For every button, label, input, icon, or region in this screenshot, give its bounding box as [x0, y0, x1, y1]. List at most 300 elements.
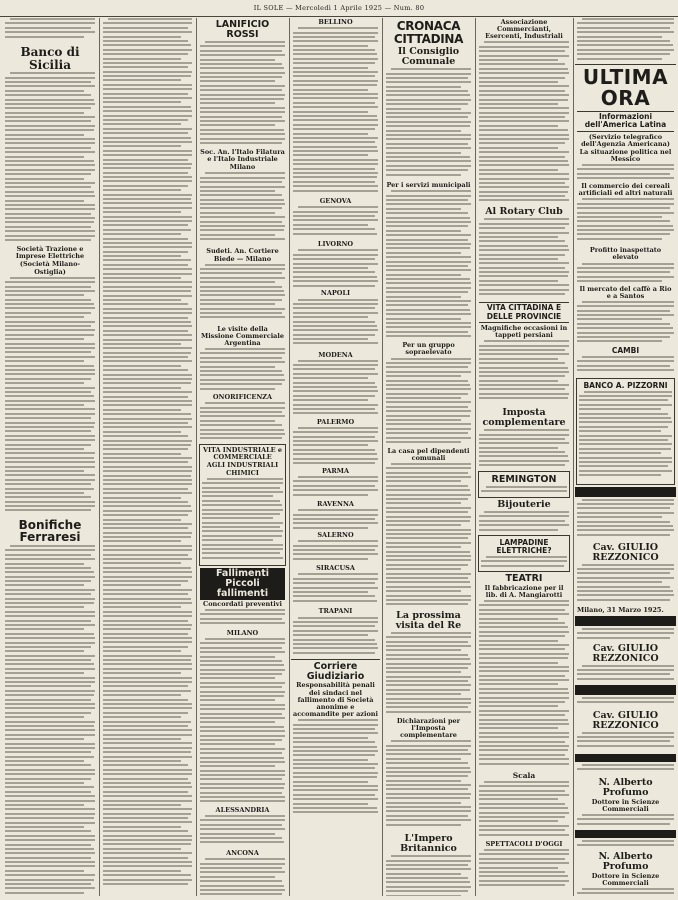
text-line — [577, 525, 673, 527]
text-line — [103, 396, 188, 398]
text-line — [386, 156, 470, 158]
text-line — [479, 798, 558, 800]
text-line — [582, 198, 674, 200]
text-line — [386, 860, 471, 862]
text-line — [5, 182, 95, 184]
body-text — [200, 402, 285, 442]
text-line — [200, 796, 285, 798]
text-line — [386, 595, 471, 597]
text-line — [103, 580, 188, 582]
text-line — [579, 395, 672, 397]
text-line — [205, 638, 285, 640]
body-text — [386, 740, 471, 832]
text-line — [200, 885, 284, 887]
text-line — [582, 665, 674, 667]
notice-title: Dottore in Scienze Commerciali — [591, 797, 660, 813]
text-line — [200, 388, 275, 390]
text-line — [200, 699, 275, 701]
text-line — [5, 707, 95, 709]
text-line — [200, 682, 285, 684]
text-line — [386, 498, 468, 500]
text-line — [479, 85, 569, 87]
text-line — [103, 510, 192, 512]
text-line — [293, 364, 378, 366]
text-line — [205, 264, 285, 266]
headline: Profitto inaspettato elevato — [589, 246, 662, 262]
text-line — [200, 833, 275, 835]
text-line — [293, 811, 378, 813]
article — [575, 67, 676, 376]
text-line — [200, 424, 282, 426]
article — [291, 19, 380, 657]
text-line — [386, 73, 471, 75]
text-line — [5, 672, 84, 674]
text-line — [103, 615, 192, 617]
text-line — [386, 261, 471, 263]
text-line — [293, 643, 377, 645]
headline: Magnifiche occasioni in tappeti persiani — [480, 323, 568, 340]
text-line — [103, 374, 192, 376]
text-line — [386, 864, 468, 866]
headline: Dichiarazioni per l'Imposta complementare — [396, 716, 461, 740]
text-line — [479, 275, 568, 277]
text-line — [391, 740, 471, 742]
text-line — [386, 877, 468, 879]
text-line — [293, 84, 377, 86]
body-text — [479, 511, 569, 533]
body-text — [200, 609, 285, 629]
text-line — [200, 743, 275, 745]
body-text — [577, 164, 674, 182]
text-line — [5, 387, 95, 389]
column-rule — [475, 18, 476, 896]
text-line — [5, 365, 94, 367]
text-line — [293, 154, 368, 156]
text-line — [5, 685, 91, 687]
text-line — [386, 287, 471, 289]
text-line — [479, 77, 565, 79]
text-line — [205, 858, 285, 860]
text-line — [103, 786, 192, 788]
text-line — [293, 181, 375, 183]
headline: L'Impero Britannico — [400, 833, 457, 855]
text-line — [5, 391, 91, 393]
article — [575, 18, 676, 62]
text-line — [293, 124, 378, 126]
section-title: ULTIMA ORA — [582, 65, 669, 110]
text-line — [293, 67, 368, 69]
text-line — [386, 824, 461, 826]
text-line — [577, 318, 662, 320]
text-line — [577, 577, 674, 579]
text-line — [486, 486, 567, 488]
text-line — [479, 81, 558, 83]
text-line — [386, 138, 471, 140]
text-line — [479, 173, 569, 175]
text-line — [293, 558, 368, 560]
text-line — [579, 474, 661, 476]
text-line — [386, 256, 471, 258]
text-line — [103, 857, 188, 859]
text-line — [293, 377, 368, 379]
text-line — [293, 115, 377, 117]
text-line — [293, 146, 377, 148]
text-line — [293, 485, 375, 487]
text-line — [205, 402, 285, 404]
text-line — [582, 164, 674, 166]
text-line — [386, 203, 471, 205]
text-line — [579, 470, 672, 472]
text-line — [386, 603, 468, 605]
column-6 — [477, 18, 571, 896]
text-line — [479, 63, 565, 65]
text-line — [386, 494, 471, 496]
text-line — [386, 516, 471, 518]
text-line — [386, 667, 468, 669]
notice-name: Cav. GIULIO REZZONICO — [592, 709, 659, 731]
text-line — [386, 313, 471, 315]
text-line — [103, 440, 192, 442]
text-line — [577, 36, 662, 38]
text-line — [103, 159, 188, 161]
text-line — [386, 806, 471, 808]
text-line — [293, 480, 378, 482]
advertisement — [478, 535, 570, 572]
text-line — [386, 684, 471, 686]
text-line — [103, 413, 191, 415]
text-line — [5, 646, 91, 648]
text-line — [577, 267, 674, 269]
text-line — [5, 606, 84, 608]
text-line — [386, 489, 470, 491]
text-line — [579, 430, 661, 432]
text-line — [386, 304, 468, 306]
text-line — [200, 234, 275, 236]
text-line — [386, 380, 468, 382]
text-line — [386, 573, 471, 575]
text-line — [200, 669, 285, 671]
text-line — [103, 690, 191, 692]
text-line — [5, 169, 95, 171]
text-line — [293, 338, 368, 340]
subheadline: (Servizio telegrafico dell'Agenzia Americana) — [581, 132, 670, 148]
text-line — [103, 742, 192, 744]
subheadline: Responsabilità penali dei sindaci nel fallimento di Società anonime e accomandite per azioni — [293, 681, 378, 719]
text-line — [103, 540, 181, 542]
text-line — [103, 483, 192, 485]
text-line — [293, 449, 375, 451]
text-line — [293, 111, 368, 113]
text-line — [5, 230, 95, 232]
text-line — [5, 835, 95, 837]
headline: Soc. An. l'Italo Filatura e l'Italo Industriale — [200, 147, 285, 164]
text-line — [200, 286, 282, 288]
text-line — [5, 369, 95, 371]
text-line — [200, 85, 285, 87]
text-line — [200, 225, 285, 227]
text-line — [5, 99, 94, 101]
text-line — [293, 233, 377, 235]
text-line — [200, 194, 282, 196]
text-line — [386, 771, 471, 773]
text-line — [200, 45, 285, 47]
text-line — [200, 374, 284, 376]
text-line — [293, 258, 375, 260]
body-text — [5, 72, 95, 244]
text-line — [103, 58, 181, 60]
text-line — [577, 572, 670, 574]
text-line — [479, 107, 569, 109]
text-line — [293, 307, 375, 309]
text-line — [479, 662, 558, 664]
text-line — [293, 176, 377, 178]
text-line — [577, 173, 670, 175]
text-line — [293, 163, 378, 165]
text-line — [479, 362, 565, 364]
text-line — [293, 741, 375, 743]
text-line — [103, 198, 191, 200]
headline: Imposta complementare — [482, 407, 566, 429]
city-head: PARMA — [321, 466, 350, 475]
text-line — [479, 258, 558, 260]
text-line — [386, 676, 471, 678]
text-line — [103, 238, 188, 240]
text-line — [479, 727, 558, 729]
text-line — [582, 356, 674, 358]
text-line — [484, 429, 569, 431]
article — [291, 662, 380, 820]
text-line — [479, 613, 569, 615]
text-line — [103, 71, 192, 73]
text-line — [577, 673, 670, 675]
text-line — [577, 568, 674, 570]
text-line — [10, 72, 95, 74]
text-line — [577, 503, 674, 505]
text-line — [479, 464, 565, 466]
body-text — [386, 358, 471, 446]
text-line — [200, 80, 275, 82]
text-line — [386, 225, 468, 227]
text-line — [484, 340, 569, 342]
text-line — [5, 874, 95, 876]
text-line — [5, 94, 91, 96]
text-line — [103, 712, 188, 714]
text-line — [5, 294, 84, 296]
headline: Il commercio dei cereali artificiali ed altri naturali — [578, 182, 673, 198]
text-line — [200, 735, 285, 737]
text-line — [386, 296, 461, 298]
text-line — [484, 511, 569, 513]
body-text — [386, 463, 471, 609]
text-line — [103, 409, 181, 411]
text-line — [5, 852, 95, 854]
text-line — [577, 581, 662, 583]
text-line — [293, 549, 375, 551]
text-line — [293, 639, 375, 641]
text-line — [5, 186, 91, 188]
text-line — [5, 373, 95, 375]
text-line — [103, 668, 192, 670]
text-line — [577, 512, 674, 514]
text-line — [103, 852, 192, 854]
text-line — [386, 658, 470, 660]
text-line — [5, 213, 91, 215]
text-line — [103, 457, 192, 459]
text-line — [200, 761, 285, 763]
text-line — [484, 849, 569, 851]
text-line — [386, 472, 468, 474]
text-line — [479, 719, 568, 721]
text-line — [391, 358, 471, 360]
text-line — [5, 226, 91, 228]
text-line — [386, 568, 461, 570]
city-head: RAVENNA — [317, 499, 354, 508]
text-line — [386, 641, 468, 643]
body-text — [200, 264, 285, 324]
article — [3, 519, 97, 896]
body-text — [200, 348, 285, 392]
death-notice — [575, 499, 676, 614]
text-line — [200, 730, 285, 732]
text-line — [200, 819, 285, 821]
text-line — [386, 537, 468, 539]
text-line — [479, 236, 558, 238]
text-line — [103, 216, 192, 218]
text-line — [479, 736, 569, 738]
text-line — [103, 422, 188, 424]
text-line — [386, 309, 470, 311]
text-line — [5, 615, 95, 617]
text-line — [103, 584, 181, 586]
text-line — [386, 432, 468, 434]
text-line — [5, 204, 95, 206]
text-line — [103, 479, 192, 481]
text-line — [5, 125, 95, 127]
text-line — [386, 212, 468, 214]
text-line — [200, 411, 282, 413]
text-line — [479, 867, 558, 869]
text-line — [202, 513, 280, 515]
text-line — [577, 332, 674, 334]
text-line — [293, 62, 375, 64]
body-text — [481, 486, 567, 496]
text-line — [200, 303, 275, 305]
text-line — [5, 817, 94, 819]
text-line — [386, 577, 468, 579]
text-line — [386, 165, 471, 167]
text-line — [479, 68, 568, 70]
text-line — [479, 875, 568, 877]
text-line — [479, 683, 558, 685]
text-line — [5, 563, 84, 565]
body-text — [293, 427, 378, 467]
text-line — [293, 404, 378, 406]
text-line — [577, 44, 673, 46]
text-line — [5, 151, 95, 153]
article — [384, 448, 473, 609]
text-line — [479, 816, 565, 818]
text-line — [103, 497, 181, 499]
text-line — [103, 659, 191, 661]
text-line — [5, 426, 94, 428]
text-line — [103, 725, 188, 727]
text-line — [5, 633, 94, 635]
text-line — [479, 227, 565, 229]
text-line — [293, 587, 378, 589]
text-line — [579, 404, 672, 406]
text-line — [577, 49, 674, 51]
city-head: SALERNO — [317, 531, 354, 540]
text-line — [293, 412, 378, 414]
text-line — [103, 101, 181, 103]
body-text — [577, 263, 674, 285]
text-line — [293, 595, 375, 597]
text-line — [103, 180, 192, 182]
headline: La situazione politica nel Messico — [579, 147, 672, 163]
text-line — [5, 567, 91, 569]
headline: SPETTACOLI D'OGGI — [485, 839, 563, 848]
text-line — [293, 776, 377, 778]
text-line — [103, 220, 192, 222]
text-line — [577, 327, 673, 329]
text-line — [5, 85, 95, 87]
text-line — [293, 781, 368, 783]
text-line — [293, 386, 377, 388]
text-line — [103, 839, 192, 841]
text-line — [582, 814, 674, 816]
text-line — [293, 785, 378, 787]
body-text — [386, 632, 471, 716]
text-line — [479, 129, 568, 131]
text-line — [200, 63, 282, 65]
text-line — [200, 316, 285, 318]
headline: Il fabbricazione per il lib. di A. Mangiarotti — [484, 583, 564, 599]
text-line — [577, 365, 670, 367]
text-line — [5, 77, 95, 79]
text-line — [579, 439, 668, 441]
text-line — [5, 129, 94, 131]
text-line — [103, 721, 191, 723]
headline: La prossima visita del Re — [395, 609, 462, 631]
text-line — [103, 185, 188, 187]
text-line — [479, 280, 558, 282]
text-line — [386, 873, 461, 875]
text-line — [200, 415, 285, 417]
text-line — [479, 147, 558, 149]
column-rule — [99, 18, 100, 896]
text-line — [479, 90, 565, 92]
text-line — [577, 177, 674, 179]
text-line — [386, 99, 471, 101]
text-line — [293, 329, 378, 331]
text-line — [200, 748, 285, 750]
notice-title: Dottore in Scienze Commerciali — [591, 871, 660, 887]
text-line — [200, 752, 282, 754]
text-line — [103, 145, 181, 147]
text-line — [481, 490, 567, 492]
text-line — [386, 645, 471, 647]
text-line — [200, 407, 285, 409]
text-line — [103, 769, 192, 771]
text-line — [200, 437, 282, 439]
text-line — [103, 448, 188, 450]
text-line — [386, 300, 471, 302]
text-line — [386, 793, 471, 795]
text-line — [5, 729, 95, 731]
text-line — [205, 609, 285, 611]
text-line — [386, 384, 470, 386]
text-line — [103, 40, 188, 42]
